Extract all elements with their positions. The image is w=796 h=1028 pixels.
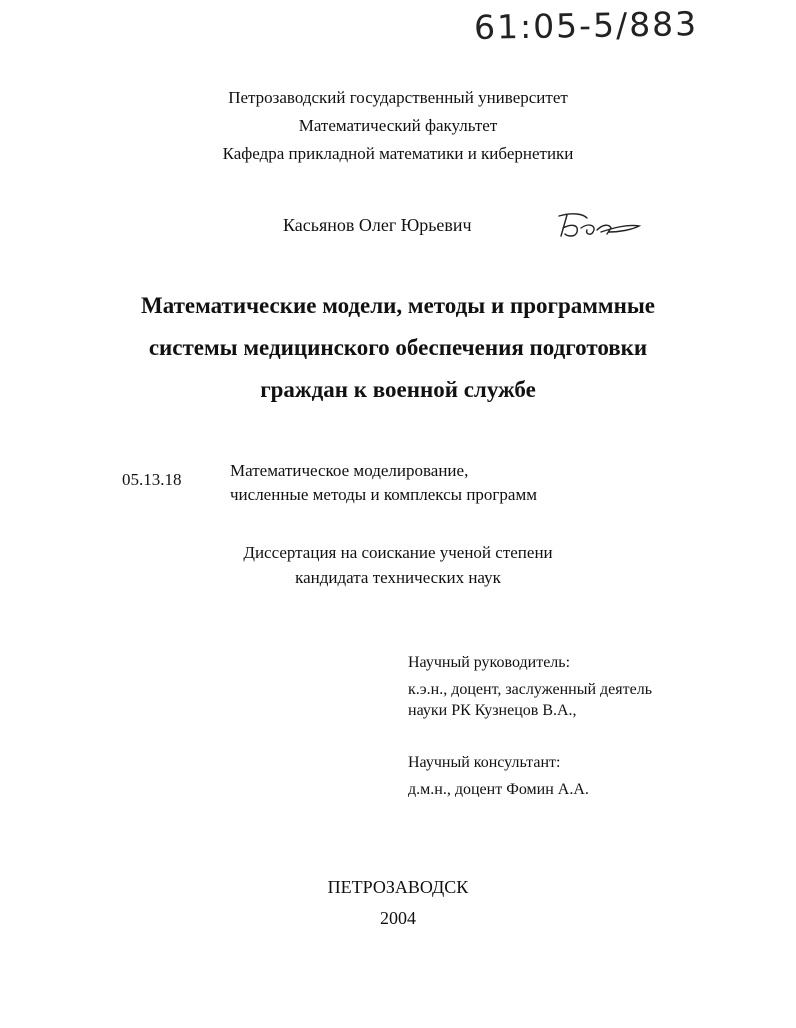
specialty-line-1: Математическое моделирование, bbox=[230, 461, 469, 480]
degree-line-2: кандидата технических наук bbox=[295, 568, 501, 587]
specialty-code: 05.13.18 bbox=[122, 470, 182, 489]
title-line-3: граждан к военной службе bbox=[260, 377, 536, 402]
signature-mark bbox=[553, 206, 643, 242]
consultant-label: Научный консультант: bbox=[408, 754, 561, 771]
consultant-block bbox=[408, 752, 589, 800]
supervisor-label: Научный руководитель: bbox=[408, 654, 571, 671]
department-name: Кафедра прикладной математики и кибернетики bbox=[222, 144, 574, 163]
supervisor-block bbox=[408, 652, 652, 721]
supervisor-line-1: к.э.н., доцент, заслуженный деятель bbox=[408, 681, 653, 698]
university-name: Петрозаводский государственный университет bbox=[228, 88, 568, 107]
specialty-name bbox=[230, 459, 537, 507]
dissertation-title bbox=[0, 285, 796, 411]
archive-code: 61:05-5/883 bbox=[473, 4, 699, 47]
supervisor-line-2: науки РК Кузнецов В.А., bbox=[408, 702, 577, 719]
city: ПЕТРОЗАВОДСК bbox=[327, 877, 469, 897]
title-line-1: Математические модели, методы и программные bbox=[141, 293, 655, 318]
year: 2004 bbox=[380, 908, 416, 928]
faculty-name: Математический факультет bbox=[298, 116, 498, 135]
consultant-line-1: д.м.н., доцент Фомин А.А. bbox=[408, 781, 589, 798]
degree-statement bbox=[0, 540, 796, 590]
author-name: Касьянов Олег Юрьевич bbox=[283, 215, 472, 235]
specialty-line-2: численные методы и комплексы программ bbox=[230, 485, 537, 504]
degree-line-1: Диссертация на соискание ученой степени bbox=[243, 543, 553, 562]
title-line-2: системы медицинского обеспечения подготовки bbox=[148, 335, 648, 360]
